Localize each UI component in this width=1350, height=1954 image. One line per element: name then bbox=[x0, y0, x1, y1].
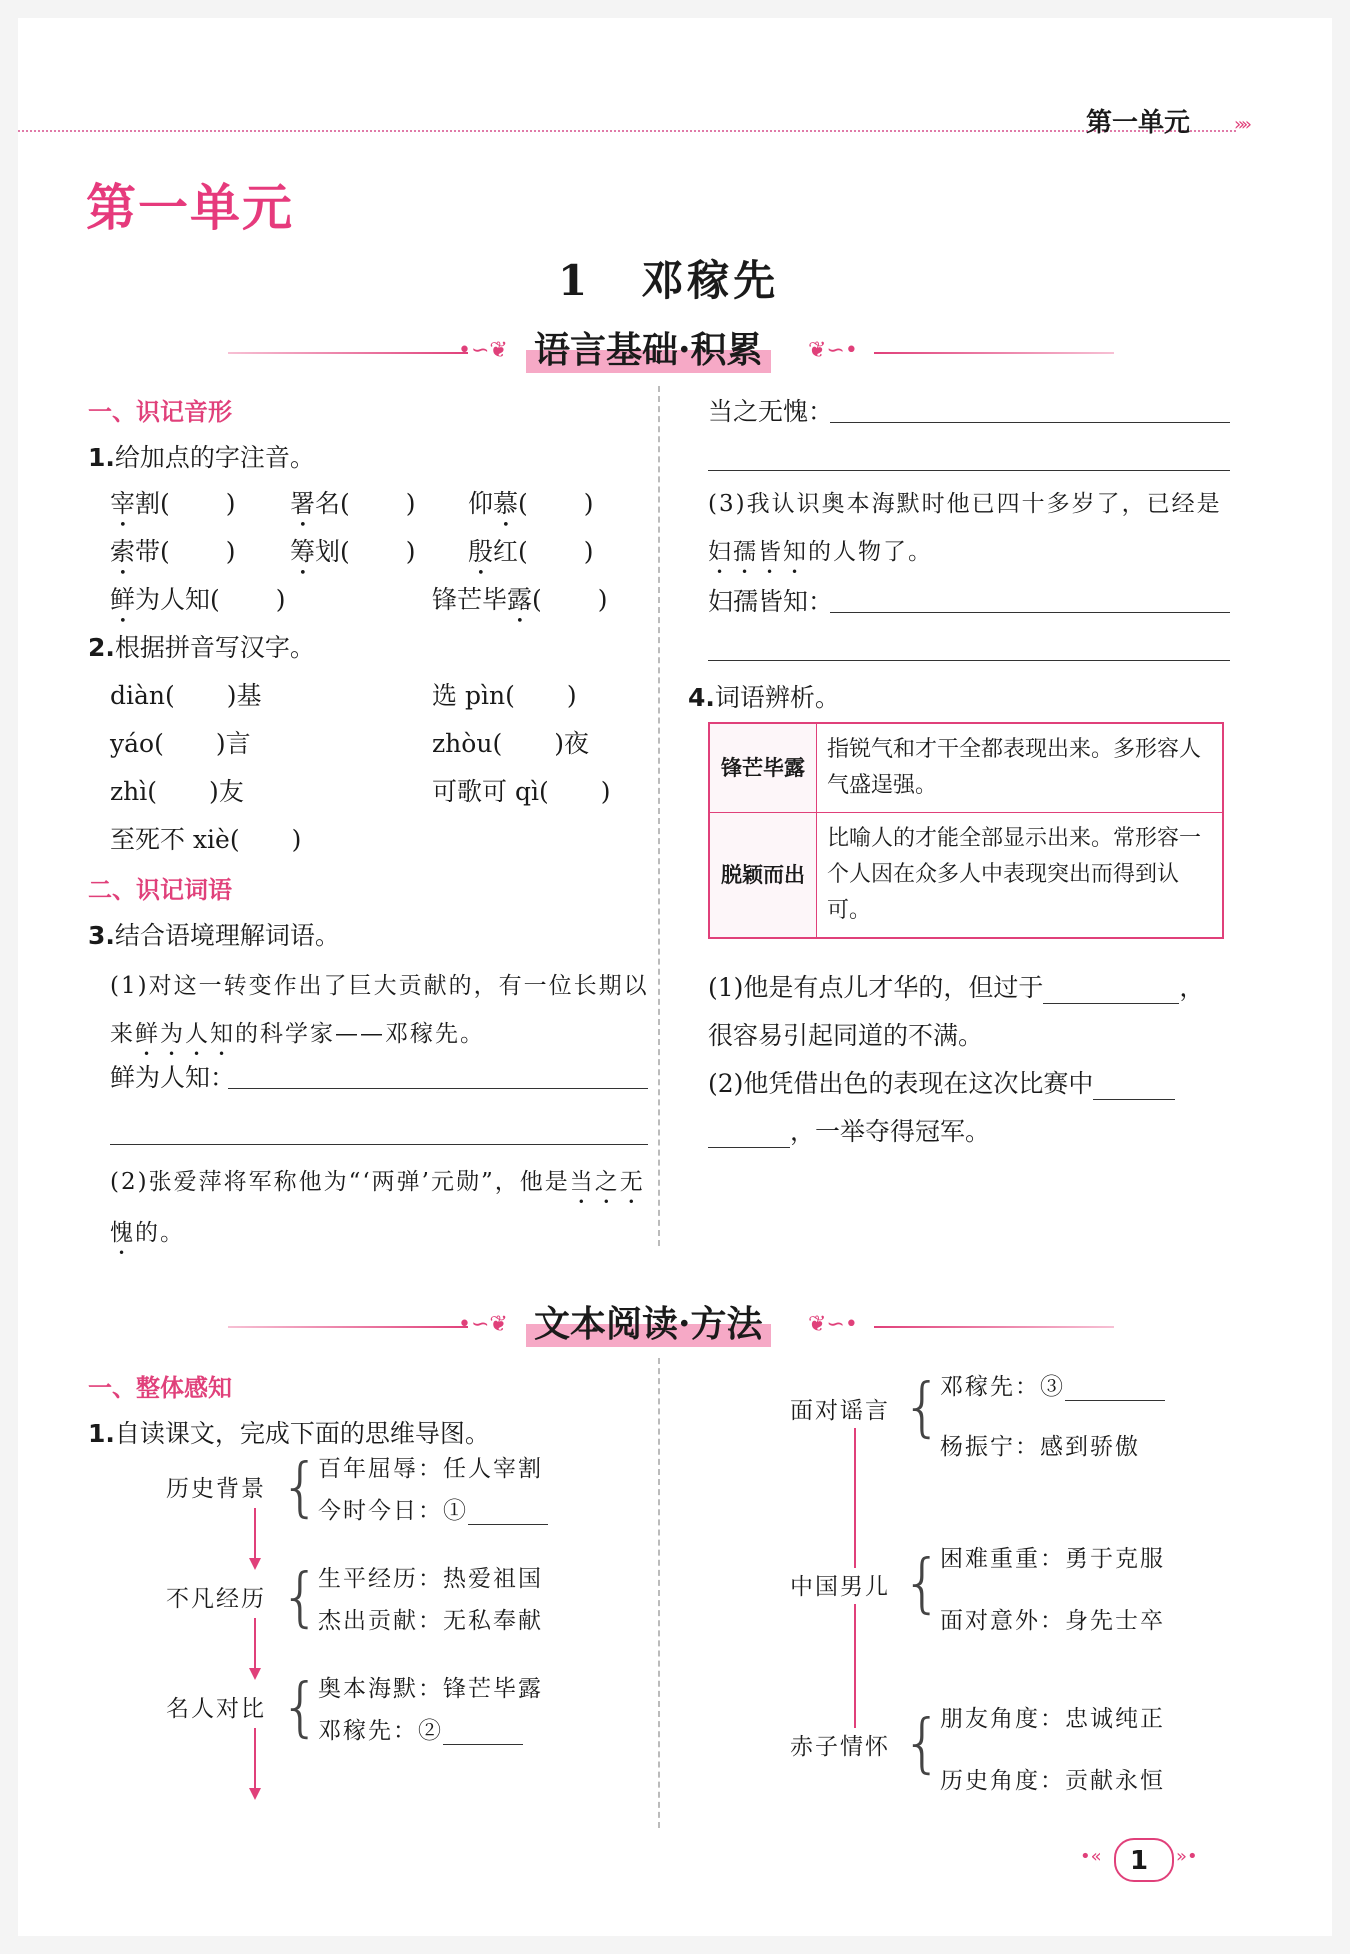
section-banner-reading bbox=[18, 1292, 1332, 1352]
mindmap-branch: 邓稼先：② bbox=[318, 1712, 523, 1745]
table-term: 锋芒毕露 bbox=[709, 723, 817, 813]
question-1: 1.给加点的字注音。 bbox=[88, 443, 315, 472]
fill-sentence-2a: (2)他凭借出色的表现在这次比赛中 bbox=[708, 1064, 1175, 1100]
pinyin-item-dian: diàn( )基 bbox=[110, 681, 262, 710]
pinyin-item-yao: yáo( )言 bbox=[110, 729, 251, 758]
word-shuming: 署名( ) bbox=[290, 489, 416, 518]
banner-line-right bbox=[874, 352, 1114, 354]
word-yangmu: 仰慕( ) bbox=[468, 489, 594, 518]
flow-connector bbox=[854, 1604, 856, 1728]
table-term: 脱颖而出 bbox=[709, 813, 817, 939]
header-arrows-icon: »» bbox=[1234, 114, 1249, 135]
word-chouhua: 筹划( ) bbox=[290, 537, 416, 566]
banner-line-right bbox=[874, 1326, 1114, 1328]
lesson-number: 1 bbox=[558, 256, 592, 305]
answer-blank[interactable] bbox=[708, 1147, 790, 1148]
mindmap-node-comparison: 名人对比 bbox=[166, 1696, 266, 1722]
banner-line-left bbox=[228, 352, 468, 354]
page-ornament-icon: •« bbox=[1080, 1846, 1102, 1867]
fill-sentence-1a: (1)他是有点儿才华的，但过于 ， bbox=[708, 973, 1205, 1002]
term-label-dangzhiwukui: 当之无愧： bbox=[708, 397, 834, 426]
sentence-1: (1)对这一转变作出了巨大贡献的，有一位长期以来鲜为人知的科学家——邓稼先。 bbox=[110, 973, 649, 1047]
flow-arrow-line bbox=[254, 1618, 256, 1668]
column-divider bbox=[658, 386, 660, 1246]
mindmap-branch: 杨振宁：感到骄傲 bbox=[940, 1434, 1140, 1460]
word-zaige: 宰割( ) bbox=[110, 489, 236, 518]
page-ornament-icon: »• bbox=[1176, 1846, 1198, 1867]
header-unit-label: 第一单元 bbox=[1086, 108, 1191, 138]
pinyin-item-pin: 选 pìn( ) bbox=[432, 681, 577, 710]
header-divider bbox=[18, 130, 1236, 132]
pinyin-item-zhi: zhì( )友 bbox=[110, 777, 244, 806]
mindmap-branch: 困难重重：勇于克服 bbox=[940, 1546, 1165, 1572]
definition-table bbox=[708, 722, 1224, 939]
worksheet-page bbox=[18, 18, 1332, 1936]
word-suodai: 索带( ) bbox=[110, 537, 236, 566]
flow-arrow-line bbox=[254, 1728, 256, 1788]
mindmap-node-background: 历史背景 bbox=[166, 1476, 266, 1502]
mindmap-branch: 邓稼先：③ bbox=[940, 1368, 1165, 1401]
brace-icon: { bbox=[280, 1451, 321, 1525]
brace-icon: { bbox=[902, 1547, 943, 1621]
mindmap-branch: 生平经历：热爱祖国 bbox=[318, 1566, 543, 1592]
answer-line[interactable] bbox=[708, 470, 1230, 471]
term-label-xianweirenzhi: 鲜为人知： bbox=[110, 1063, 236, 1092]
banner-ornament-right-icon: ❦∽• bbox=[808, 1312, 858, 1337]
sentence-2: (2)张爱萍将军称他为“‘两弹’元勋”，他是当之无愧的。 bbox=[110, 1169, 645, 1246]
question-4: 4.词语辨析。 bbox=[688, 683, 840, 712]
mindmap-node-man: 中国男儿 bbox=[790, 1574, 890, 1600]
answer-blank[interactable] bbox=[1065, 1400, 1165, 1401]
section-banner-foundation bbox=[18, 318, 1332, 378]
column-divider bbox=[658, 1358, 660, 1828]
section-heading-pronunciation: 一、识记音形 bbox=[88, 398, 232, 426]
mindmap-branch: 今时今日：① bbox=[318, 1492, 548, 1525]
answer-line[interactable] bbox=[830, 612, 1230, 613]
answer-blank[interactable] bbox=[468, 1524, 548, 1525]
mindmap-branch: 历史角度：贡献永恒 bbox=[940, 1768, 1165, 1794]
banner-ornament-left-icon: •∽❦ bbox=[458, 338, 508, 363]
answer-line[interactable] bbox=[228, 1088, 648, 1089]
brace-icon: { bbox=[902, 1371, 943, 1445]
page-number: 1 bbox=[1130, 1846, 1149, 1876]
section-heading-vocabulary: 二、识记词语 bbox=[88, 876, 232, 904]
mindmap-node-loyalty: 赤子情怀 bbox=[790, 1734, 890, 1760]
pinyin-item-xie: 至死不 xiè( ) bbox=[110, 825, 302, 854]
pinyin-item-qi: 可歌可 qì( ) bbox=[432, 777, 611, 806]
banner-line-left bbox=[228, 1326, 468, 1328]
flow-arrow-line bbox=[254, 1508, 256, 1558]
answer-line[interactable] bbox=[708, 660, 1230, 661]
flow-connector bbox=[854, 1428, 856, 1568]
sentence-3: (3)我认识奥本海默时他已四十多岁了，已经是妇孺皆知的人物了。 bbox=[708, 491, 1222, 565]
unit-title: 第一单元 bbox=[86, 178, 294, 237]
question-reading-1: 1.自读课文，完成下面的思维导图。 bbox=[88, 1419, 490, 1448]
answer-blank[interactable] bbox=[443, 1744, 523, 1745]
mindmap-branch: 面对意外：身先士卒 bbox=[940, 1608, 1165, 1634]
brace-icon: { bbox=[280, 1671, 321, 1745]
fill-sentence-1b: 很容易引起同道的不满。 bbox=[708, 1021, 984, 1050]
mindmap-node-rumor: 面对谣言 bbox=[790, 1398, 890, 1424]
word-yanhong: 殷红( ) bbox=[468, 537, 594, 566]
lesson-title bbox=[558, 248, 779, 308]
question-2: 2.根据拼音写汉字。 bbox=[88, 633, 315, 662]
arrow-down-icon bbox=[249, 1788, 261, 1800]
pinyin-item-zhou: zhòu( )夜 bbox=[432, 729, 589, 758]
question-3: 3.结合语境理解词语。 bbox=[88, 921, 340, 950]
table-definition: 指锐气和才干全都表现出来。多形容人气盛逞强。 bbox=[817, 723, 1224, 813]
mindmap-branch: 朋友角度：忠诚纯正 bbox=[940, 1706, 1165, 1732]
arrow-down-icon bbox=[249, 1558, 261, 1570]
brace-icon: { bbox=[902, 1707, 943, 1781]
answer-line[interactable] bbox=[830, 422, 1230, 423]
fill-sentence-2b: ，一举夺得冠军。 bbox=[708, 1112, 990, 1148]
banner-title: 语言基础·积累 bbox=[526, 322, 771, 373]
banner-ornament-right-icon: ❦∽• bbox=[808, 338, 858, 363]
mindmap-node-experience: 不凡经历 bbox=[166, 1586, 266, 1612]
brace-icon: { bbox=[280, 1561, 321, 1635]
table-definition: 比喻人的才能全部显示出来。常形容一个人因在众多人中表现突出而得到认可。 bbox=[817, 813, 1224, 939]
word-xianweirenzhi: 鲜为人知( ) bbox=[110, 585, 286, 614]
table-row bbox=[709, 813, 1223, 939]
section-heading-overall: 一、整体感知 bbox=[88, 1374, 232, 1402]
mindmap-branch: 奥本海默：锋芒毕露 bbox=[318, 1676, 543, 1702]
term-label-furujiezhi: 妇孺皆知： bbox=[708, 587, 834, 616]
answer-blank[interactable] bbox=[1093, 1099, 1175, 1100]
arrow-down-icon bbox=[249, 1668, 261, 1680]
table-row bbox=[709, 723, 1223, 813]
word-fengmangbilu: 锋芒毕露( ) bbox=[432, 585, 608, 614]
mindmap-branch: 百年屈辱：任人宰割 bbox=[318, 1456, 543, 1482]
banner-ornament-left-icon: •∽❦ bbox=[458, 1312, 508, 1337]
lesson-name: 邓稼先 bbox=[641, 256, 780, 305]
mindmap-branch: 杰出贡献：无私奉献 bbox=[318, 1608, 543, 1634]
answer-line[interactable] bbox=[110, 1144, 648, 1145]
answer-blank[interactable] bbox=[1043, 1003, 1179, 1004]
banner-title: 文本阅读·方法 bbox=[526, 1296, 771, 1347]
